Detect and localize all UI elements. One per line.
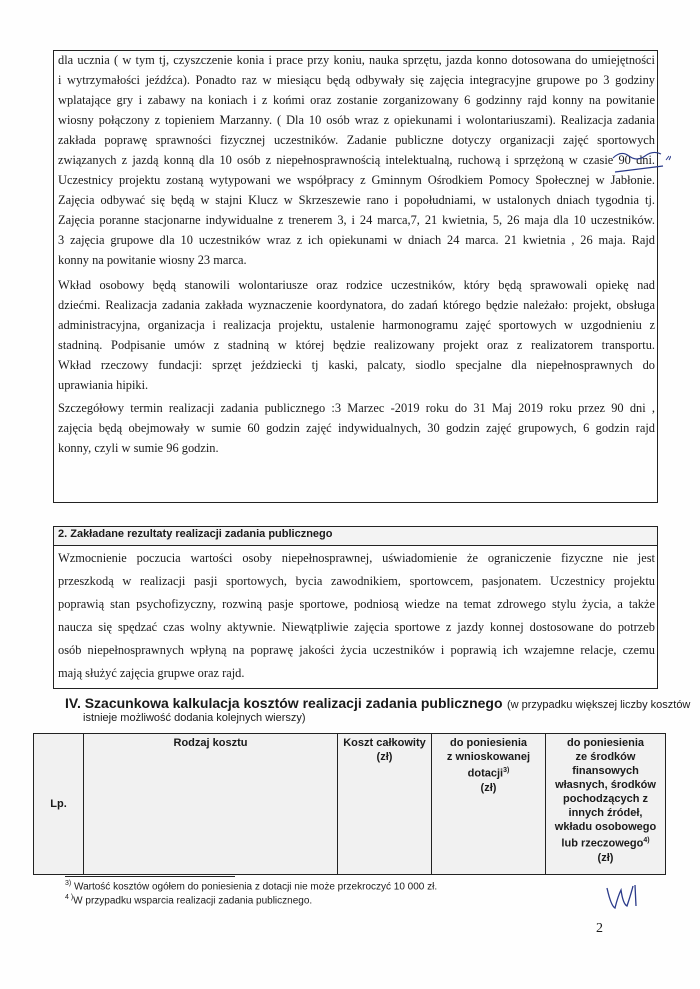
cost-section-note: (w przypadku większej liczby kosztów bbox=[506, 699, 691, 711]
description-line: konny, czyli w sumie 96 godzin. bbox=[58, 441, 219, 455]
description-line: uprawiania hipiki. bbox=[58, 378, 149, 392]
description-line: stadniną. Podpisanie umów z stadniną w której będzie realizowany projekt oraz z realizatorem transportu. bbox=[58, 338, 655, 352]
cost-table bbox=[33, 733, 666, 875]
description-line: Wkład osobowy będą stanowili wolontariusze oraz rodzice uczestników, który będą sprawowali opiekę nad bbox=[58, 278, 655, 292]
footnote-ref-4: 4) bbox=[643, 837, 650, 844]
col-wlasne-line: finansowych bbox=[572, 765, 639, 777]
description-line: Uczestnicy projektu zostaną wytypowani we współpracy z Gminnym Ośrodkiem Pomocy Społecznej w Jabłonie. bbox=[58, 173, 655, 187]
results-line: Wzmocnienie poczucia wartości osoby niepełnosprawnej, uświadomienie że ograniczenie fizyczne nie jest bbox=[58, 551, 655, 565]
results-line: mają służyć zajęcia grupwe oraz rajd. bbox=[58, 666, 245, 680]
col-wlasne-line: wkładu osobowego bbox=[554, 821, 657, 833]
col-rodzaj-label: Rodzaj kosztu bbox=[173, 737, 248, 749]
description-line: Szczegółowy termin realizacji zadania publicznego :3 Marzec -2019 roku do 31 Maj 2019 roku przez 90 dni , bbox=[58, 401, 655, 415]
results-line: osób niepełnosprawnych wpłyną na poprawę jakości życia uczestników i poprawią ich wzajemne relacje, czemu bbox=[58, 643, 655, 657]
col-srodki-wlasne bbox=[546, 734, 666, 875]
col-wlasne-line: innych źródeł, bbox=[568, 807, 643, 819]
results-line: przeszkodą w realizacji pasji sportowych, bycia zawodnikiem, sportowcem, pasjonatem. Uczestnicy projektu bbox=[58, 574, 655, 588]
description-line: dziećmi. Realizacja zadania zakłada wyznaczenie koordynatora, do zadań którego będzie należało: projekt, obsługa bbox=[58, 298, 655, 312]
cost-section-title bbox=[65, 695, 690, 713]
footnote-text: W przypadku wsparcia realizacji zadania publicznego. bbox=[73, 895, 313, 907]
description-line: zakłada poprawę sprawności fizycznej uczestników. Zadanie publiczne dotyczy organizacji zajęć sportowych bbox=[58, 133, 655, 147]
description-line: 3 zajęcia grupowe dla 10 uczestników wraz z ich opiekunami w dniach 24 marca. 21 kwietnia , 26 maja. Rajd bbox=[58, 233, 655, 247]
footnote-text: Wartość kosztów ogółem do poniesienia z dotacji nie może przekroczyć 10 000 zł. bbox=[71, 881, 438, 893]
cost-section-note-2: istnieje możliwość dodania kolejnych wierszy) bbox=[83, 712, 306, 724]
footnote-ref-3: 3) bbox=[503, 767, 510, 774]
footnote-mark: 4 ) bbox=[65, 894, 74, 901]
col-dotacja-line: z wnioskowanej bbox=[446, 751, 531, 763]
handwritten-correction bbox=[611, 148, 671, 178]
signature-initials bbox=[605, 882, 643, 912]
col-lp-label: Lp. bbox=[50, 798, 67, 810]
footnote-3 bbox=[65, 880, 437, 892]
description-line: związanych z jazdą konną dla 10 osób z niepełnosprawnością intelektualną, ruchową i sprzężoną w czasie 90 dni. bbox=[58, 153, 655, 167]
description-line: Zajęcia odbywać się będą w stajni Klucz w Skrzeszewie rano i popołudniami, w ustalonych dniach tygodnia tj. bbox=[58, 193, 655, 207]
description-line: dla ucznia ( w tym tj, czyszczenie konia i prace przy koniu, nauka sprzętu, jazda konno dotosowana do umiejętności bbox=[58, 53, 655, 67]
col-dotacja-line: dotacji bbox=[467, 767, 504, 780]
col-wlasne-unit: (zł) bbox=[597, 851, 614, 864]
col-wlasne-line: własnych, środków bbox=[555, 779, 656, 791]
description-line: zajęcia będą obejmowały w sumie 60 godzin zajęć indywidualnych, 30 godzin zajęć grupowych, 6 godzin rajd bbox=[58, 421, 655, 435]
col-dotacja-line: do poniesienia bbox=[449, 737, 527, 749]
page-number: 2 bbox=[596, 921, 603, 936]
cost-table-header-row bbox=[34, 734, 666, 875]
description-line: wplatające gry i zabawy na koniach i z końmi oraz zostanie zorganizowany 6 godzinny rajd konny na powitanie bbox=[58, 93, 655, 107]
col-wlasne-line: lub rzeczowego bbox=[561, 837, 644, 850]
col-koszt-unit: (zł) bbox=[376, 751, 393, 763]
results-line: poprawią stan psychofizyczny, rozwiną pasje sportowe, podniosą wiedze na temat zdrowego stylu życia, a także bbox=[58, 597, 655, 611]
footnote-mark: 3) bbox=[65, 880, 72, 887]
description-line: Wkład rzeczowy fundacji: sprzęt jeździecki tj kaski, palcaty, siodlo specjalne dla niepełnosprawnych do bbox=[58, 358, 655, 372]
col-wlasne-line: do poniesienia bbox=[566, 737, 644, 749]
results-line: naucza się spędzać czas wolny aktywnie. Niewątpliwie zajęcia sportowe z jazdy konnej dostosowane do potrzeb bbox=[58, 620, 655, 634]
col-lp bbox=[34, 734, 84, 875]
cost-section-title-text: IV. Szacunkowa kalkulacja kosztów realizacji zadania publicznego bbox=[65, 695, 503, 711]
col-dotacja-unit: (zł) bbox=[480, 781, 497, 794]
description-line: i wytrzymałości jeźdźca). Ponadto raz w miesiącu będą odbywały się zajęcia integracyjne grupowe po 3 godziny bbox=[58, 73, 655, 87]
description-line: administracyjna, organizacja i realizacja projektu, ustalenie harmonogramu zajęć sportowych w uzgodnieniu z bbox=[58, 318, 655, 332]
col-wlasne-line: ze środków bbox=[575, 751, 636, 763]
description-line: Zajęcia poranne stacjonarne indywidualne z trenerem 3, i 24 marca,7, 21 kwietnia, 5, 26 maja dla 10 uczestników. bbox=[58, 213, 655, 227]
col-wlasne-line: pochodzących z bbox=[563, 793, 648, 805]
results-heading: 2. Zakładane rezultaty realizacji zadania publicznego bbox=[58, 528, 333, 540]
footnote-4 bbox=[65, 894, 312, 906]
description-line: konny na powitanie wiosny 23 marca. bbox=[58, 253, 247, 267]
col-z-dotacji bbox=[432, 734, 546, 875]
col-koszt-calkowity bbox=[338, 734, 432, 875]
col-koszt-label: Koszt całkowity bbox=[343, 737, 426, 749]
col-rodzaj-kosztu bbox=[84, 734, 338, 875]
description-line: wiosny połączony z topieniem Marzanny. ( Dla 10 osób wraz z opiekunami i wolontariuszami). Realizacja zadania bbox=[58, 113, 655, 127]
footnote-separator bbox=[65, 876, 235, 877]
